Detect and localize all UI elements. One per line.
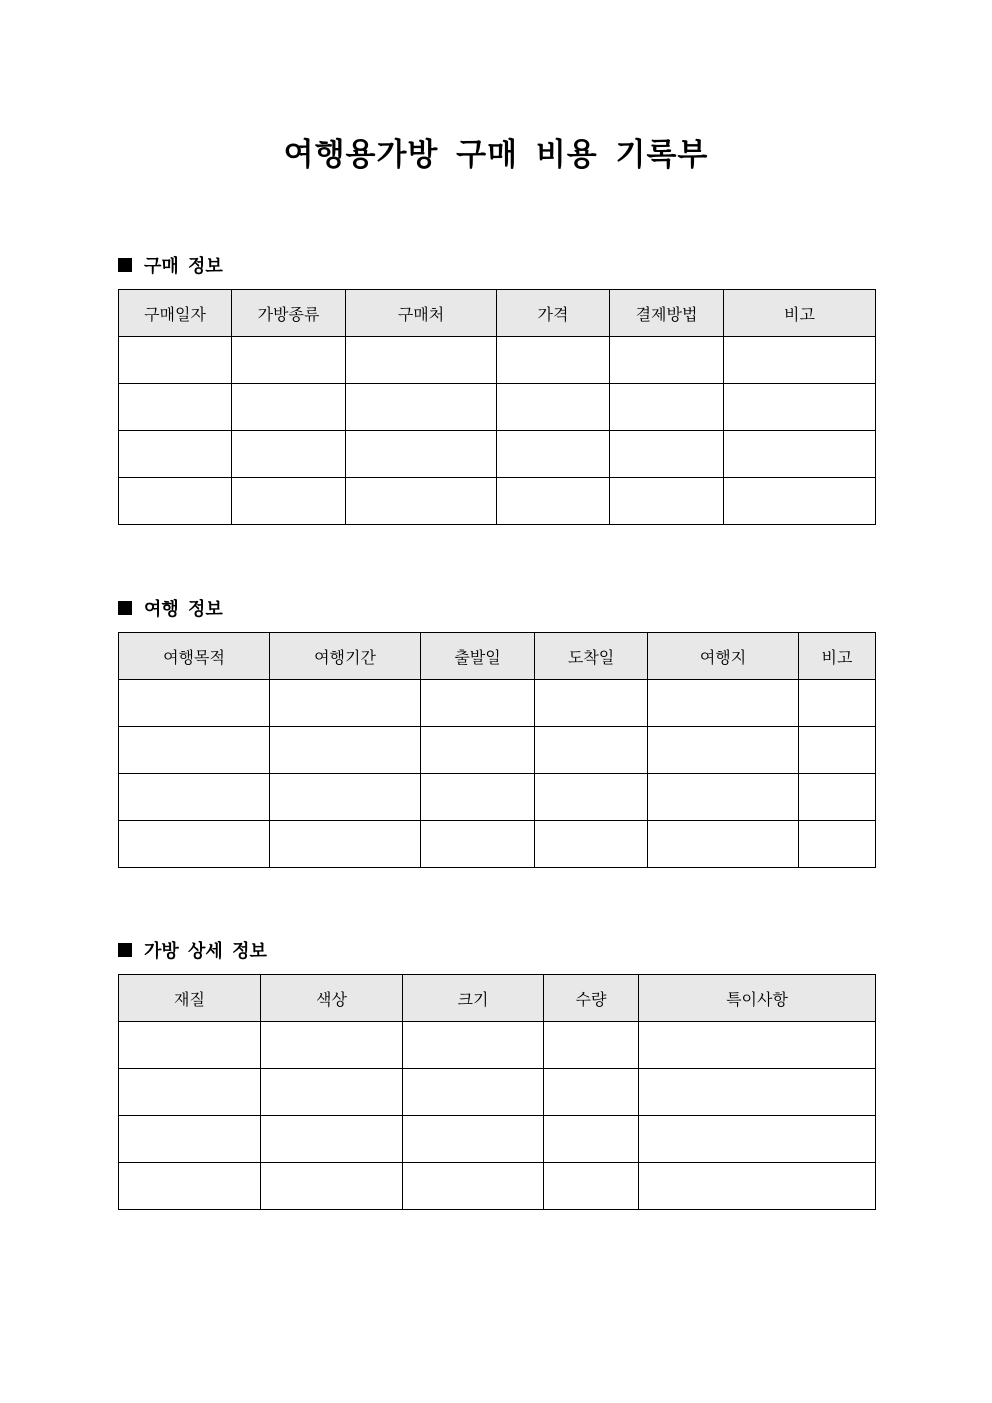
column-header-quantity: 수량: [544, 975, 639, 1022]
table-cell[interactable]: [346, 337, 497, 384]
table-row: [119, 774, 876, 821]
table-cell[interactable]: [346, 431, 497, 478]
table-cell[interactable]: [421, 727, 535, 774]
table-cell[interactable]: [403, 1022, 544, 1069]
table-cell[interactable]: [610, 478, 724, 525]
table-row: [119, 1022, 876, 1069]
table-cell[interactable]: [639, 1163, 876, 1210]
table-row: [119, 384, 876, 431]
table-cell[interactable]: [535, 821, 648, 868]
table-cell[interactable]: [799, 680, 876, 727]
column-header-store: 구매처: [346, 290, 497, 337]
table-cell[interactable]: [346, 478, 497, 525]
table-row: [119, 727, 876, 774]
square-bullet-icon: [118, 258, 132, 272]
table-cell[interactable]: [724, 384, 876, 431]
section-heading-bag-detail-label: 가방 상세 정보: [144, 941, 267, 962]
table-row: [119, 680, 876, 727]
table-cell[interactable]: [261, 1116, 403, 1163]
column-header-remarks: 비고: [799, 633, 876, 680]
section-heading-purchase: [118, 251, 223, 279]
column-header-bag-type: 가방종류: [232, 290, 346, 337]
table-cell[interactable]: [724, 478, 876, 525]
column-header-travel-period: 여행기간: [270, 633, 421, 680]
section-heading-travel: [118, 594, 223, 622]
table-cell[interactable]: [232, 337, 346, 384]
column-header-destination: 여행지: [648, 633, 799, 680]
table-cell[interactable]: [119, 431, 232, 478]
table-cell[interactable]: [119, 337, 232, 384]
table-cell[interactable]: [544, 1163, 639, 1210]
table-cell[interactable]: [610, 384, 724, 431]
column-header-travel-purpose: 여행목적: [119, 633, 270, 680]
table-cell[interactable]: [403, 1116, 544, 1163]
table-cell[interactable]: [639, 1116, 876, 1163]
table-cell[interactable]: [421, 774, 535, 821]
table-row: [119, 337, 876, 384]
bag-detail-table: [118, 974, 876, 1210]
table-cell[interactable]: [232, 384, 346, 431]
table-cell[interactable]: [648, 680, 799, 727]
table-row: [119, 1069, 876, 1116]
table-row: [119, 821, 876, 868]
table-row: [119, 1163, 876, 1210]
column-header-notes: 특이사항: [639, 975, 876, 1022]
table-cell[interactable]: [648, 774, 799, 821]
column-header-arrival-date: 도착일: [535, 633, 648, 680]
table-cell[interactable]: [119, 1069, 261, 1116]
square-bullet-icon: [118, 601, 132, 615]
table-cell[interactable]: [610, 337, 724, 384]
table-cell[interactable]: [648, 821, 799, 868]
column-header-payment-method: 결제방법: [610, 290, 724, 337]
table-cell[interactable]: [403, 1069, 544, 1116]
table-cell[interactable]: [535, 774, 648, 821]
table-cell[interactable]: [497, 431, 610, 478]
table-cell[interactable]: [648, 727, 799, 774]
table-cell[interactable]: [261, 1163, 403, 1210]
table-cell[interactable]: [261, 1069, 403, 1116]
table-cell[interactable]: [232, 431, 346, 478]
table-cell[interactable]: [535, 727, 648, 774]
table-cell[interactable]: [346, 384, 497, 431]
table-cell[interactable]: [544, 1022, 639, 1069]
column-header-size: 크기: [403, 975, 544, 1022]
table-cell[interactable]: [799, 821, 876, 868]
purchase-table: [118, 289, 876, 525]
table-cell[interactable]: [119, 821, 270, 868]
section-heading-travel-label: 여행 정보: [144, 599, 223, 620]
table-cell[interactable]: [261, 1022, 403, 1069]
section-heading-bag-detail: [118, 936, 267, 964]
table-header-row: [119, 290, 876, 337]
table-cell[interactable]: [724, 337, 876, 384]
table-row: [119, 431, 876, 478]
table-cell[interactable]: [119, 1022, 261, 1069]
column-header-departure-date: 출발일: [421, 633, 535, 680]
table-cell[interactable]: [639, 1022, 876, 1069]
table-header-row: [119, 975, 876, 1022]
table-cell[interactable]: [799, 727, 876, 774]
table-cell[interactable]: [497, 337, 610, 384]
table-cell[interactable]: [403, 1163, 544, 1210]
table-cell[interactable]: [421, 680, 535, 727]
table-cell[interactable]: [535, 680, 648, 727]
column-header-color: 색상: [261, 975, 403, 1022]
table-cell[interactable]: [270, 680, 421, 727]
travel-table: [118, 632, 876, 868]
section-heading-purchase-label: 구매 정보: [144, 256, 223, 277]
table-cell[interactable]: [497, 384, 610, 431]
table-cell[interactable]: [497, 478, 610, 525]
table-cell[interactable]: [724, 431, 876, 478]
table-cell[interactable]: [421, 821, 535, 868]
table-cell[interactable]: [270, 821, 421, 868]
square-bullet-icon: [118, 943, 132, 957]
table-cell[interactable]: [119, 384, 232, 431]
table-cell[interactable]: [119, 680, 270, 727]
table-cell[interactable]: [639, 1069, 876, 1116]
table-cell[interactable]: [119, 478, 232, 525]
table-cell[interactable]: [610, 431, 724, 478]
table-row: [119, 478, 876, 525]
column-header-remarks: 비고: [724, 290, 876, 337]
document-title: 여행용가방 구매 비용 기록부: [283, 137, 709, 173]
table-cell[interactable]: [119, 1163, 261, 1210]
table-cell[interactable]: [799, 774, 876, 821]
column-header-material: 재질: [119, 975, 261, 1022]
table-cell[interactable]: [270, 774, 421, 821]
table-cell[interactable]: [119, 1116, 261, 1163]
table-cell[interactable]: [544, 1069, 639, 1116]
table-row: [119, 1116, 876, 1163]
table-cell[interactable]: [119, 727, 270, 774]
column-header-price: 가격: [497, 290, 610, 337]
table-cell[interactable]: [119, 774, 270, 821]
table-cell[interactable]: [232, 478, 346, 525]
table-header-row: [119, 633, 876, 680]
column-header-purchase-date: 구매일자: [119, 290, 232, 337]
table-cell[interactable]: [270, 727, 421, 774]
table-cell[interactable]: [544, 1116, 639, 1163]
